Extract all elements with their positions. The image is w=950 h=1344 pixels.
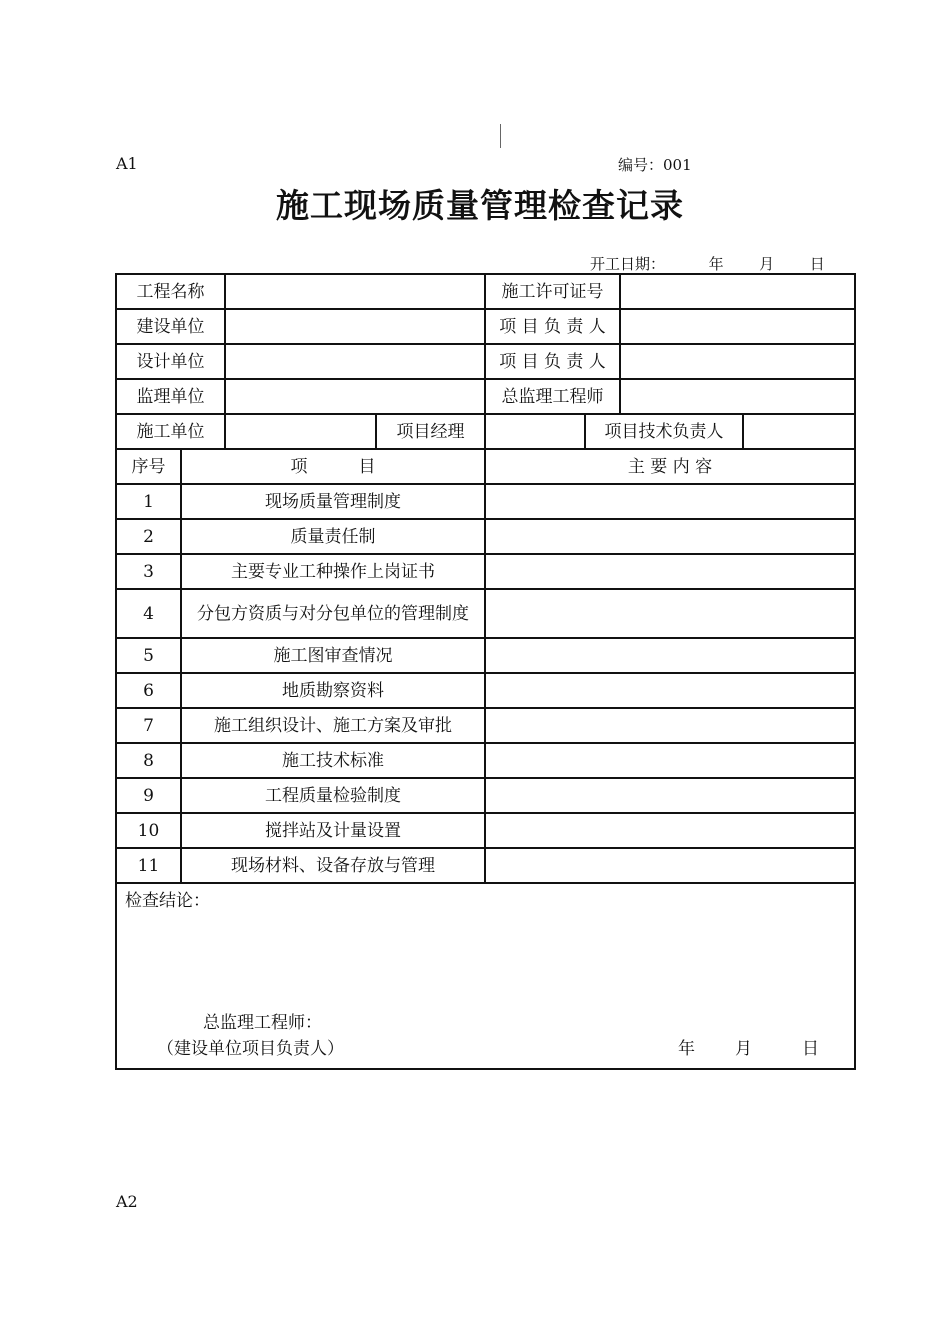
project-manager-label: 项目经理 [376, 414, 485, 449]
row-contractor [116, 414, 855, 449]
owner-lead-sign-label: （建设单位项目负责人） [157, 1039, 344, 1059]
table-row [116, 778, 855, 813]
row-item: 现场质量管理制度 [181, 484, 485, 519]
row-content-field[interactable] [485, 519, 855, 554]
row-owner [116, 309, 855, 344]
table-row [116, 743, 855, 778]
contractor-field[interactable] [225, 414, 376, 449]
row-content-field[interactable] [485, 673, 855, 708]
table-row [116, 638, 855, 673]
row-content-field[interactable] [485, 484, 855, 519]
row-item: 质量责任制 [181, 519, 485, 554]
conclusion-row [116, 883, 855, 1069]
col-header-item: 项 目 [181, 449, 485, 484]
row-content-field[interactable] [485, 848, 855, 883]
row-item: 施工图审查情况 [181, 638, 485, 673]
chief-supervisor-sign-label: 总监理工程师： [203, 1013, 322, 1033]
conclusion-month: 月 [735, 1039, 752, 1059]
conclusion-year: 年 [678, 1039, 695, 1059]
row-content-field[interactable] [485, 708, 855, 743]
row-no: 11 [116, 848, 181, 883]
table-row [116, 708, 855, 743]
tech-lead-field[interactable] [743, 414, 855, 449]
row-item: 施工组织设计、施工方案及审批 [181, 708, 485, 743]
text-cursor [500, 124, 501, 148]
row-content-field[interactable] [485, 743, 855, 778]
permit-field[interactable] [620, 274, 855, 309]
table-row [116, 673, 855, 708]
row-content-field[interactable] [485, 638, 855, 673]
start-date-line [590, 253, 825, 274]
items-header-row [116, 449, 855, 484]
row-item: 搅拌站及计量设置 [181, 813, 485, 848]
row-item: 现场材料、设备存放与管理 [181, 848, 485, 883]
table-row [116, 554, 855, 589]
row-supervisor [116, 379, 855, 414]
project-name-field[interactable] [225, 274, 485, 309]
conclusion-day: 日 [802, 1039, 819, 1059]
row-no: 3 [116, 554, 181, 589]
row-no: 1 [116, 484, 181, 519]
start-date-year: 年 [708, 255, 724, 273]
row-content-field[interactable] [485, 778, 855, 813]
row-no: 5 [116, 638, 181, 673]
designer-field[interactable] [225, 344, 485, 379]
table-row [116, 813, 855, 848]
row-content-field[interactable] [485, 813, 855, 848]
table-row [116, 848, 855, 883]
contractor-label: 施工单位 [116, 414, 225, 449]
chief-supervisor-field[interactable] [620, 379, 855, 414]
start-date-month: 月 [759, 255, 775, 273]
row-item: 地质勘察资料 [181, 673, 485, 708]
row-no: 6 [116, 673, 181, 708]
owner-lead-field[interactable] [620, 309, 855, 344]
col-header-no: 序号 [116, 449, 181, 484]
row-project-name [116, 274, 855, 309]
tech-lead-label: 项目技术负责人 [585, 414, 743, 449]
row-no: 10 [116, 813, 181, 848]
row-content-field[interactable] [485, 589, 855, 638]
row-no: 7 [116, 708, 181, 743]
page-title: 施工现场质量管理检查记录 [276, 186, 684, 225]
row-item: 工程质量检验制度 [181, 778, 485, 813]
start-date-label: 开工日期： [590, 255, 666, 273]
col-header-content: 主 要 内 容 [485, 449, 855, 484]
row-designer [116, 344, 855, 379]
form-code: A1 [116, 154, 138, 173]
row-no: 9 [116, 778, 181, 813]
permit-label: 施工许可证号 [485, 274, 620, 309]
row-content-field[interactable] [485, 554, 855, 589]
chief-supervisor-label: 总监理工程师 [485, 379, 620, 414]
row-item: 施工技术标准 [181, 743, 485, 778]
supervisor-label: 监理单位 [116, 379, 225, 414]
supervisor-field[interactable] [225, 379, 485, 414]
row-item: 分包方资质与对分包单位的管理制度 [181, 589, 485, 638]
document-number: 编号：001 [618, 156, 692, 174]
owner-label: 建设单位 [116, 309, 225, 344]
start-date-day: 日 [809, 255, 825, 273]
designer-label: 设计单位 [116, 344, 225, 379]
next-form-code: A2 [116, 1192, 138, 1211]
table-row [116, 519, 855, 554]
row-no: 4 [116, 589, 181, 638]
table-row [116, 484, 855, 519]
row-item: 主要专业工种操作上岗证书 [181, 554, 485, 589]
project-manager-field[interactable] [485, 414, 585, 449]
designer-lead-field[interactable] [620, 344, 855, 379]
owner-field[interactable] [225, 309, 485, 344]
row-no: 8 [116, 743, 181, 778]
row-no: 2 [116, 519, 181, 554]
conclusion-label: 检查结论： [125, 891, 210, 911]
inspection-form-table [115, 273, 856, 1070]
owner-lead-label: 项 目 负 责 人 [485, 309, 620, 344]
designer-lead-label: 项 目 负 责 人 [485, 344, 620, 379]
conclusion-cell[interactable] [116, 883, 855, 1069]
project-name-label: 工程名称 [116, 274, 225, 309]
table-row [116, 589, 855, 638]
